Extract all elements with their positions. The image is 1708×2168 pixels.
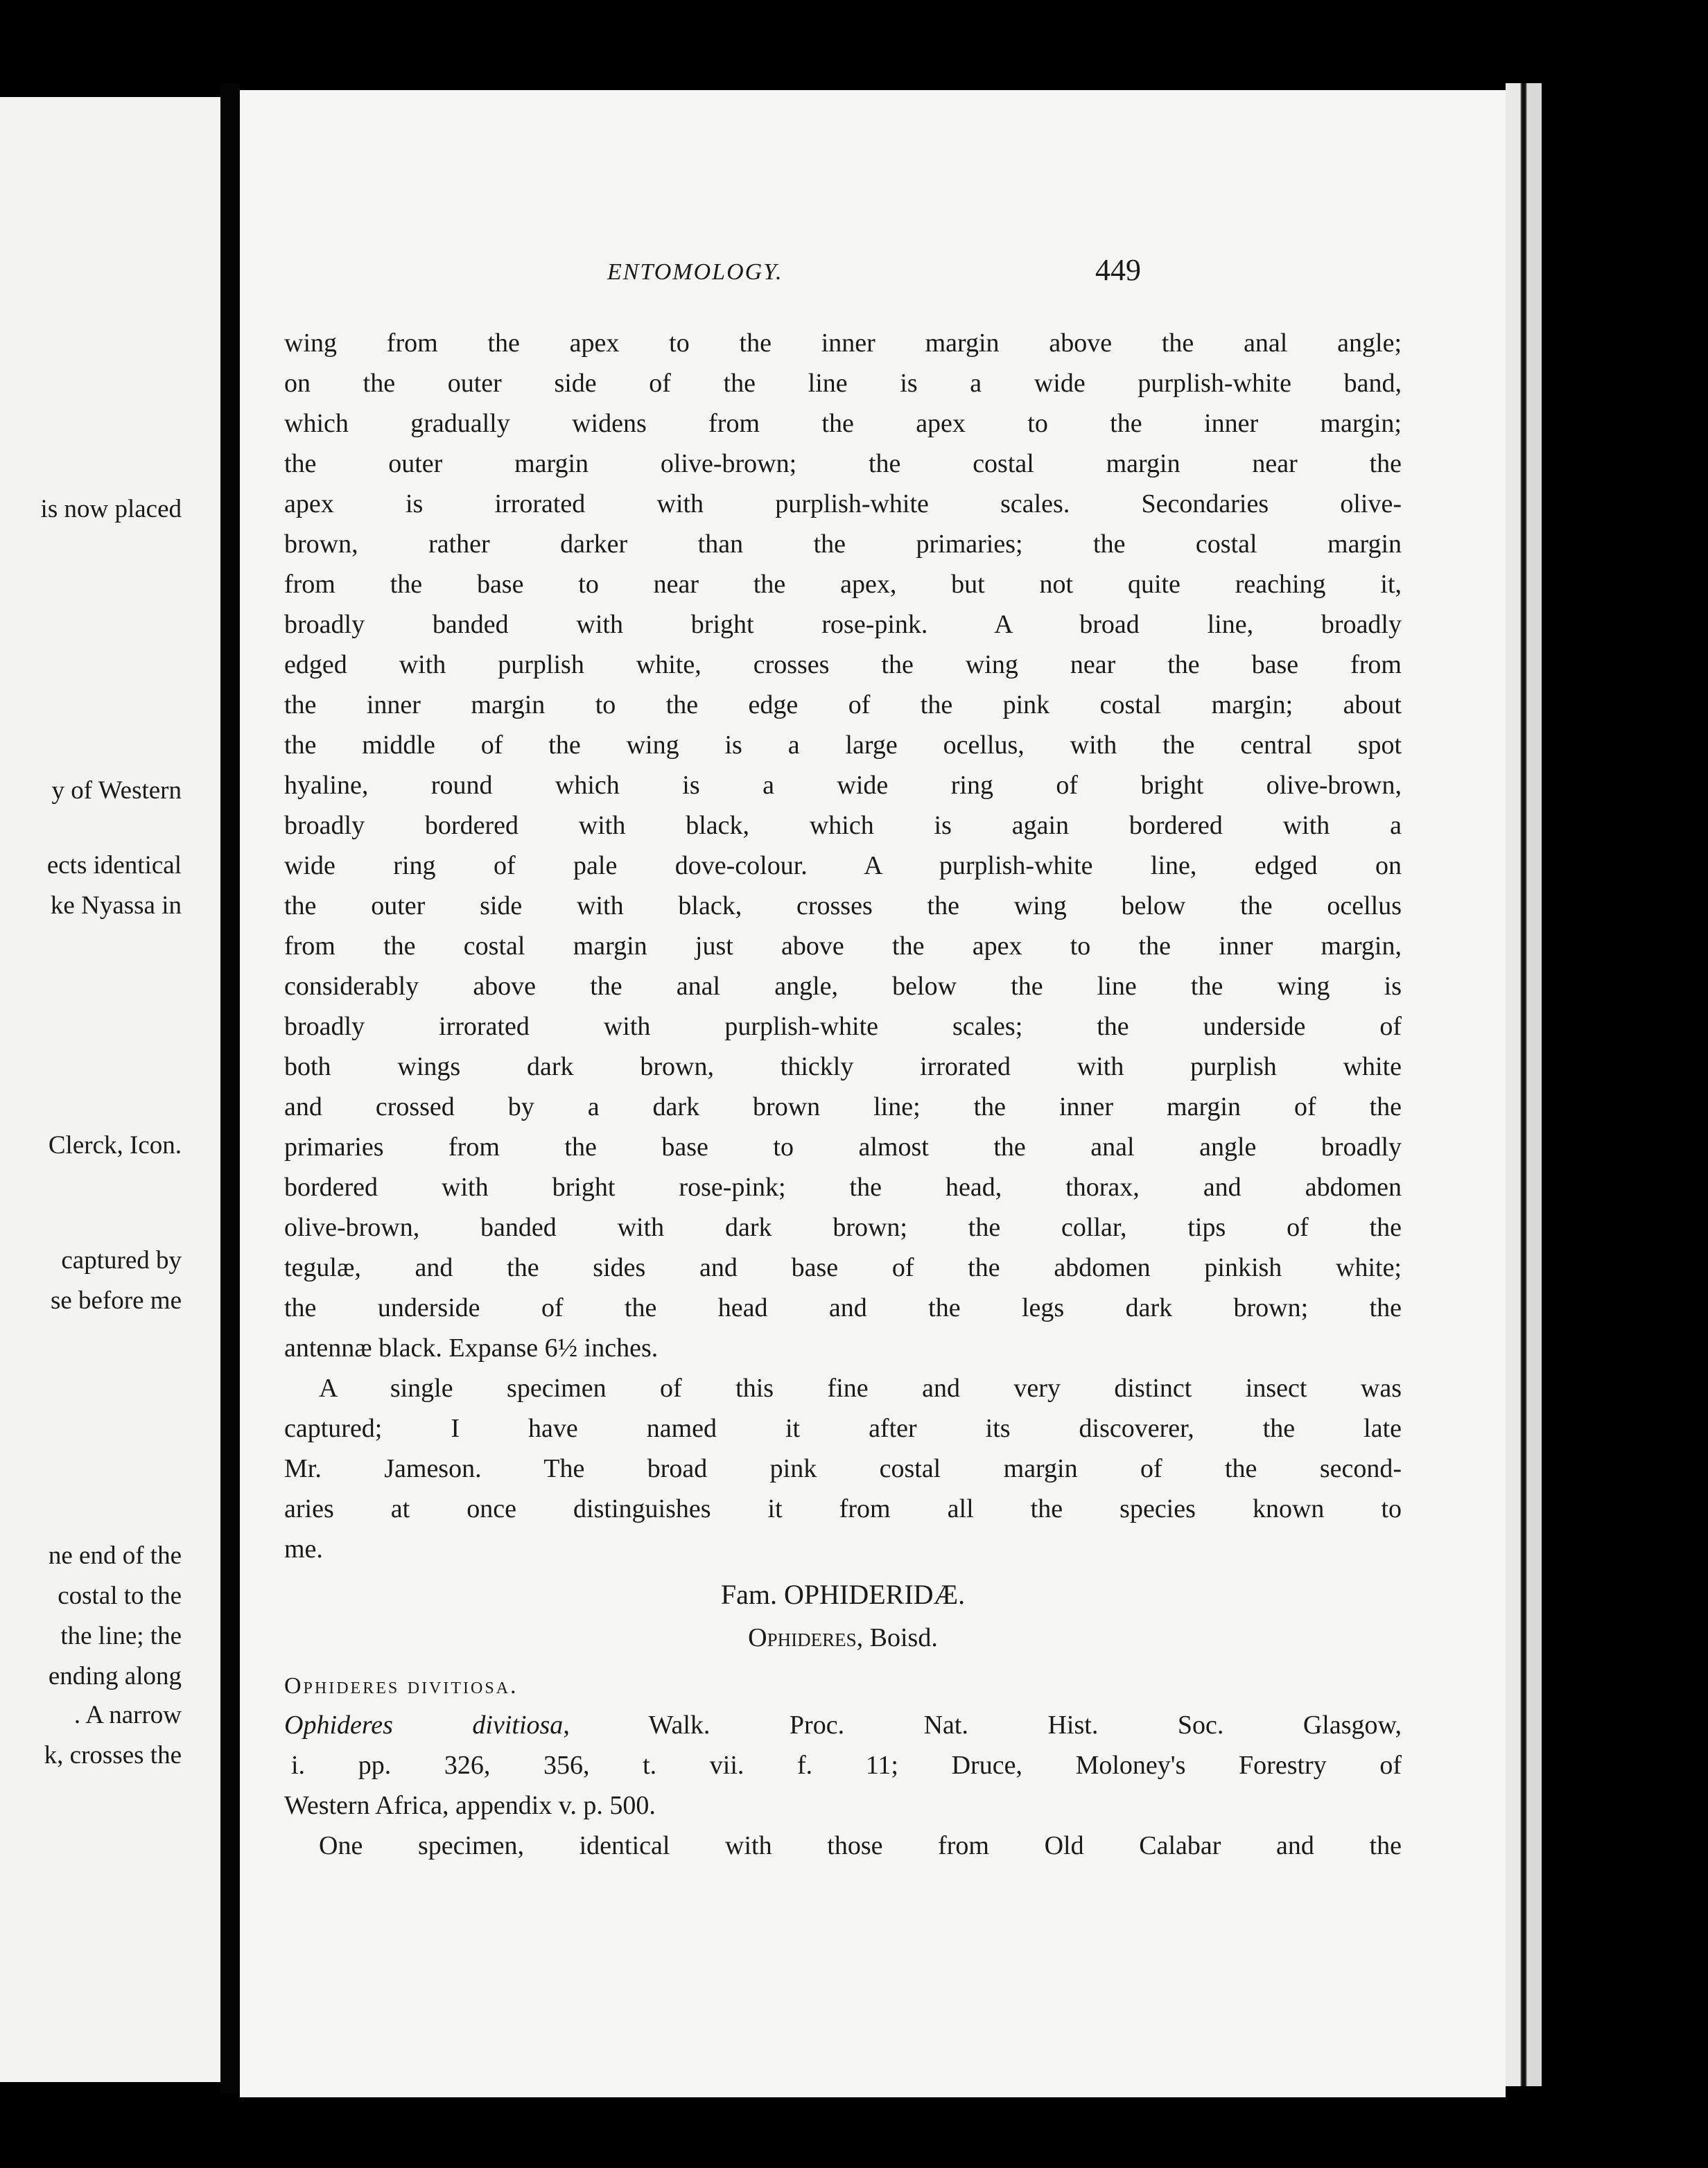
text-line: and crossed by a dark brown line; the inner margin of the [284, 1092, 1402, 1121]
text-line: on the outer side of the line is a wide purplish-white band, [284, 369, 1402, 398]
citation-line [284, 1705, 1402, 1745]
genus-name: Ophideres [748, 1623, 857, 1652]
text-line: the inner margin to the edge of the pink costal margin; about [284, 690, 1402, 719]
text-line: hyaline, round which is a wide ring of bright olive-brown, [284, 771, 1402, 800]
text-line: wide ring of pale dove-colour. A purplish-white line, edged on [284, 851, 1402, 880]
main-page [240, 90, 1506, 2097]
text-line: from the costal margin just above the apex to the inner margin, [284, 932, 1402, 961]
left-page-line: ending along [48, 1662, 182, 1690]
text-line: me. [284, 1535, 323, 1564]
text-line: bordered with bright rose-pink; the head, thorax, and abdomen [284, 1173, 1402, 1202]
paragraph-1 [284, 323, 1402, 1368]
book-gutter [220, 83, 240, 2093]
page-number: 449 [1095, 253, 1141, 287]
left-page-line: y of Western [51, 776, 182, 805]
left-page-line: costal to the [58, 1582, 182, 1610]
family-heading: Fam. OPHIDERIDÆ. [720, 1579, 966, 1610]
genus-heading [284, 1616, 1402, 1659]
text-line: primaries from the base to almost the anal angle broadly [284, 1133, 1402, 1162]
left-page-line: se before me [50, 1286, 182, 1315]
text-line: Mr. Jameson. The broad pink costal margin of the second- [284, 1454, 1402, 1483]
text-line: broadly banded with bright rose-pink. A broad line, broadly [284, 610, 1402, 639]
text-line: tegulæ, and the sides and base of the abdomen pinkish white; [284, 1253, 1402, 1282]
left-page-fragment [0, 97, 220, 2082]
text-line: the outer margin olive-brown; the costal margin near the [284, 449, 1402, 478]
left-page-line: k, crosses the [44, 1741, 182, 1769]
citation-species-name: Ophideres divitiosa [284, 1711, 564, 1740]
left-page-line: Clerck, Icon. [48, 1131, 182, 1160]
page-header [240, 253, 1506, 294]
text-line: edged with purplish white, crosses the wing near the base from [284, 650, 1402, 679]
body-text [284, 323, 1402, 1866]
genus-author: , Boisd. [856, 1623, 938, 1652]
text-line: the outer side with black, crosses the wing below the ocellus [284, 891, 1402, 920]
text-line: which gradually widens from the apex to the inner margin; [284, 409, 1402, 438]
citation [284, 1705, 1402, 1826]
text-line: One specimen, identical with those from Old Calabar and the [319, 1831, 1402, 1860]
text-line: broadly bordered with black, which is again bordered with a [284, 811, 1402, 840]
citation-line: i. pp. 326, 356, t. vii. f. 11; Druce, Moloney's Forestry of [291, 1751, 1402, 1780]
left-page-line: ke Nyassa in [50, 891, 182, 920]
citation-reference: , Walk. Proc. Nat. Hist. Soc. Glasgow, [563, 1711, 1402, 1740]
left-page-line: captured by [61, 1246, 182, 1275]
left-page-line: . A narrow [73, 1701, 182, 1729]
citation-line: Western Africa, appendix v. p. 500. [284, 1791, 656, 1820]
text-line: olive-brown, banded with dark brown; the collar, tips of the [284, 1213, 1402, 1242]
left-page-line: ne end of the [48, 1541, 182, 1570]
text-line: broadly irrorated with purplish-white scales; the underside of [284, 1012, 1402, 1041]
paragraph-2 [284, 1368, 1402, 1569]
text-line: considerably above the anal angle, below the line the wing is [284, 972, 1402, 1001]
text-line: the underside of the head and the legs dark brown; the [284, 1293, 1402, 1322]
text-line: brown, rather darker than the primaries; the costal margin [284, 530, 1402, 559]
text-line: A single specimen of this fine and very distinct insect was [319, 1374, 1402, 1403]
text-line: apex is irrorated with purplish-white scales. Secondaries olive- [284, 489, 1402, 518]
left-page-line: ects identical [46, 851, 182, 880]
text-line: antennæ black. Expanse 6½ inches. [284, 1334, 659, 1363]
species-heading: Ophideres divitiosa. [284, 1673, 518, 1699]
text-line: aries at once distinguishes it from all the species known to [284, 1494, 1402, 1523]
text-line: wing from the apex to the inner margin above the anal angle; [284, 329, 1402, 358]
left-page-line: is now placed [40, 495, 182, 523]
text-line: captured; I have named it after its discoverer, the late [284, 1414, 1402, 1443]
text-line: both wings dark brown, thickly irrorated with purplish white [284, 1052, 1402, 1081]
page-edge [1506, 83, 1542, 2086]
text-line: the middle of the wing is a large ocellus, with the central spot [284, 731, 1402, 760]
left-page-line: the line; the [60, 1622, 182, 1650]
text-line: from the base to near the apex, but not quite reaching it, [284, 570, 1402, 599]
running-head: ENTOMOLOGY. [607, 259, 783, 285]
